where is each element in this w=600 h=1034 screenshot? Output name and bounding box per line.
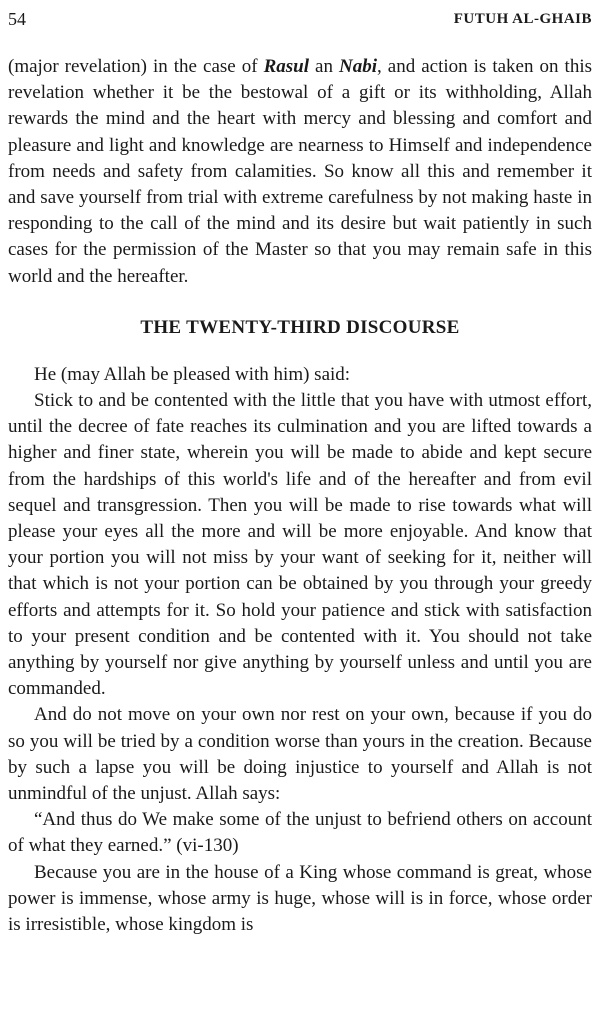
paragraph-text: , and action is taken on this revelation whether it be the bestowal of a gift or its withholding, Allah rewards the mind and the heart with mercy and blessing and comfort and pleasure and light and knowledge are nearness to Himself and independence from needs and safety from calamities. So know all this and remember it and save yourself from trial with extreme carefulness by not making haste in responding to the call of the mind and its desire but wait patiently in such cases for the permission of the Master so that you may remain safe in this world and the hereafter. <box>8 56 592 287</box>
paragraph-king: Because you are in the house of a King whose command is great, whose power is immense, whose army is huge, whose will is in force, whose order is irresistible, whose kingdom is <box>8 861 592 936</box>
paragraph-text: (major revelation) in the case of <box>8 56 264 77</box>
paragraph-intro: He (may Allah be pleased with him) said: <box>34 363 351 385</box>
quranic-quote: “And thus do We make some of the unjust to befriend others on account of what they earned.” (vi-130) <box>8 809 592 857</box>
page-number: 54 <box>8 8 26 29</box>
page-header <box>8 6 592 32</box>
discourse-heading: THE TWENTY-THIRD DISCOURSE <box>140 316 460 338</box>
paragraph-injustice: And do not move on your own nor rest on your own, because if you do so you will be tried by a condition worse than yours in the creation. Because by such a lapse you will be doing injustice to yourself and Allah is not unmindful of the unjust. Allah says: <box>8 704 592 805</box>
running-head: FUTUH AL-GHAIB <box>453 10 592 27</box>
term-nabi: Nabi <box>338 56 377 77</box>
paragraph-revelation <box>8 54 592 290</box>
term-rasul: Rasul <box>263 56 309 77</box>
page-body <box>8 54 592 938</box>
paragraph-text: an <box>309 56 339 77</box>
paragraph-contentment: Stick to and be contented with the little that you have with utmost effort, until the decree of fate reaches its culmination and you are lifted towards a higher and finer state, wherein you will be made to abide and kept secure from the hardships of this world's life and of the hereafter and from evil sequel and transgression. Then you will be made to rise towards what will please your eyes all the more and will be more enjoyable. And know that your portion you will not miss by your want of seeking for it, neither will that which is not your portion can be obtained by you through your greedy efforts and attempts for it. So hold your patience and stick with satisfaction to your present condition and be contented with it. You should not take anything by yourself nor give anything by yourself unless and until you are commanded. <box>8 390 592 700</box>
